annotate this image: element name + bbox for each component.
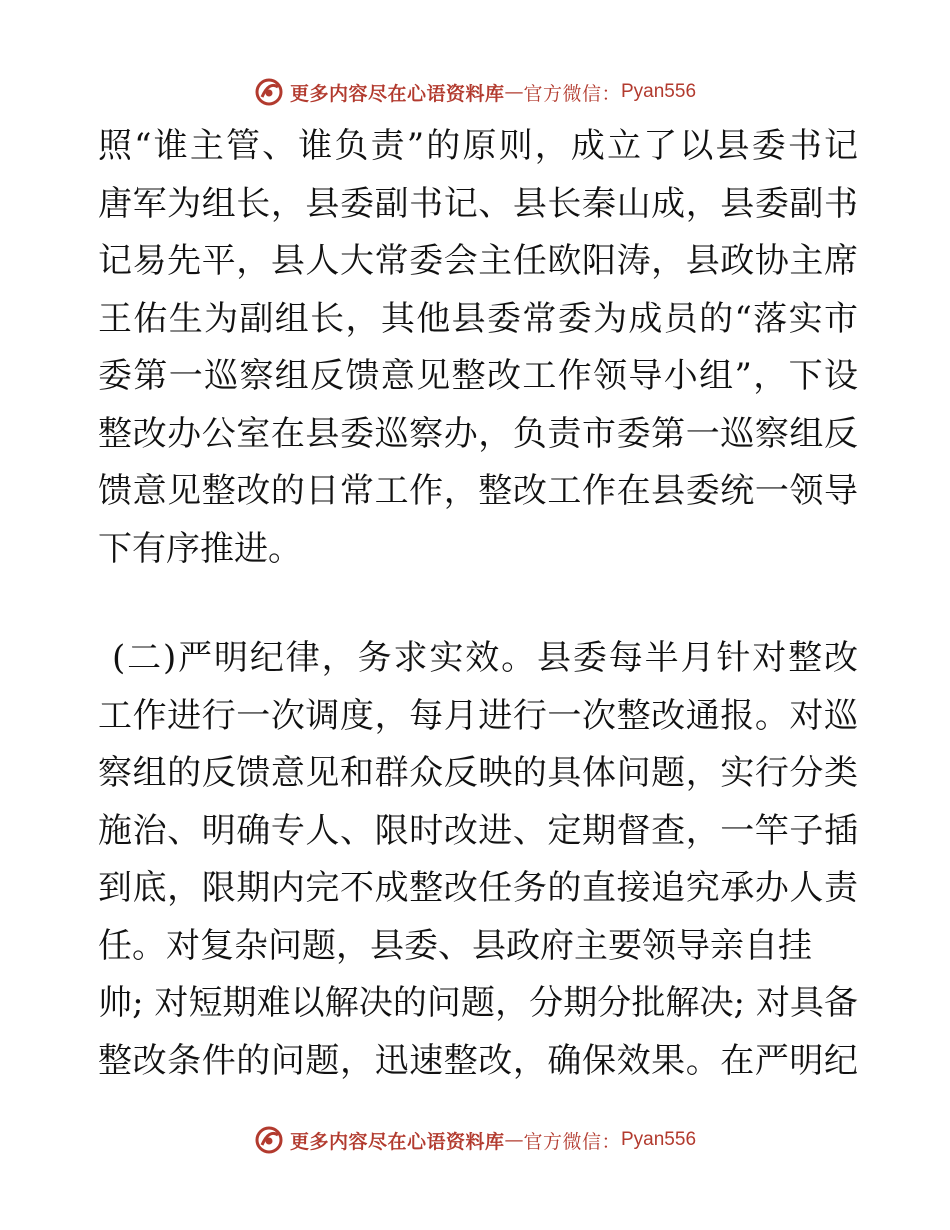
footer-banner xyxy=(0,1120,950,1160)
banner-dash: — xyxy=(504,1129,524,1151)
paragraph-gap xyxy=(98,578,858,630)
banner-wechat-id: Pyan556 xyxy=(621,81,697,102)
text-line: 委第一巡察组反馈意见整改工作领导小组”，下设 xyxy=(98,356,858,396)
text-line: 施治、明确专人、限时改进、定期督查，一竿子插 xyxy=(98,810,858,851)
text-line: 任。对复杂问题，县委、县政府主要领导亲自挂 xyxy=(98,925,812,966)
text-line: (二)严明纪律，务求实效。县委每半月针对整改 xyxy=(112,638,858,678)
text-line: 整改条件的问题，迅速整改，确保效果。在严明纪 xyxy=(98,1040,858,1081)
paragraph-2 xyxy=(98,630,858,1090)
text-line: 唐军为组长，县委副书记、县长秦山成，县委副书 xyxy=(98,183,858,224)
banner-dash: — xyxy=(504,81,524,103)
text-line: 下有序推进。 xyxy=(98,528,302,569)
text-line: 记易先平，县人大常委会主任欧阳涛，县政协主席 xyxy=(98,241,858,281)
text-line: 察组的反馈意见和群众反映的具体问题，实行分类 xyxy=(98,753,858,793)
banner-suffix: 官方微信： xyxy=(523,82,621,105)
banner-wechat-id: Pyan556 xyxy=(621,1129,697,1150)
header-banner xyxy=(0,72,950,112)
text-line: 到底，限期内完不成整改任务的直接追究承办人责 xyxy=(98,868,858,908)
text-line: 照“谁主管、谁负责”的原则，成立了以县委书记 xyxy=(98,126,858,166)
text-line: 馈意见整改的日常工作，整改工作在县委统一领导 xyxy=(98,471,858,511)
red-swirl-logo-icon xyxy=(254,1125,284,1155)
text-line: 王佑生为副组长，其他县委常委为成员的“落实市 xyxy=(98,298,858,339)
text-line: 整改办公室在县委巡察办，负责市委第一巡察组反 xyxy=(98,413,858,454)
banner-main-text: 更多内容尽在心语资料库 xyxy=(289,82,505,105)
paragraph-1 xyxy=(98,118,858,578)
banner-main-text: 更多内容尽在心语资料库 xyxy=(289,1130,505,1153)
red-swirl-logo-icon xyxy=(254,77,284,107)
document-body xyxy=(98,118,858,1090)
text-line: 帅; 对短期难以解决的问题，分期分批解决; 对具备 xyxy=(98,983,858,1023)
text-line: 工作进行一次调度，每月进行一次整改通报。对巡 xyxy=(98,695,858,736)
banner-suffix: 官方微信： xyxy=(523,1130,621,1153)
